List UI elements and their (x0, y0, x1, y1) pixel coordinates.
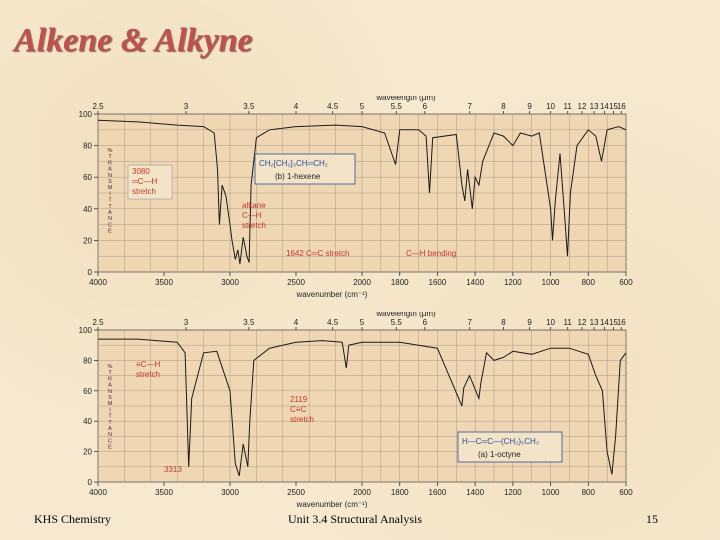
hexene-annotation-text: ═C—H (132, 177, 158, 186)
hexene-y-axis-label-char: C (108, 222, 112, 229)
octyne-annotation-text: stretch (290, 415, 315, 424)
octyne-x-tick-label: 1800 (390, 488, 409, 497)
hexene-y-axis-label-char: E (108, 228, 112, 235)
octyne-x-tick-label: 1200 (503, 488, 522, 497)
hexene-x-tick-label: 2000 (353, 278, 371, 287)
hexene-y-tick-label: 20 (83, 236, 92, 246)
hexene-top-tick-label: 4.5 (327, 102, 339, 111)
hexene-x-tick-label: 600 (619, 278, 633, 287)
octyne-y-axis-label-char: N (108, 432, 112, 439)
hexene-top-tick-label: 3.5 (243, 102, 255, 111)
hexene-y-tick-label: 60 (83, 173, 92, 183)
octyne-top-tick-label: 14 (599, 318, 609, 327)
octyne-x-tick-label: 3500 (155, 488, 173, 497)
octyne-x-tick-label: 600 (619, 488, 633, 497)
octyne-top-tick-label: 2.5 (92, 318, 104, 327)
hexene-x-tick-label: 3500 (155, 278, 173, 287)
octyne-annotation-text: ≡C—H (136, 360, 161, 369)
hexene-y-axis-label-char: A (108, 166, 112, 173)
ir-spectrum-1-hexene (0, 96, 720, 308)
footer-unit: Unit 3.4 Structural Analysis (288, 512, 422, 526)
hexene-x-tick-label: 1800 (390, 278, 409, 287)
octyne-x-tick-label: 1600 (428, 488, 447, 497)
hexene-top-tick-label: 6 (422, 102, 428, 111)
hexene-y-axis-label-char: T (108, 154, 112, 161)
hexene-top-tick-label: 4 (293, 102, 299, 111)
hexene-top-tick-label: 5 (359, 102, 365, 111)
hexene-y-tick-label: 0 (87, 268, 92, 277)
hexene-annotation-text: 3080 (132, 167, 150, 176)
hexene-y-axis-label-char: R (108, 160, 112, 167)
hexene-top-tick-label: 8 (501, 102, 506, 111)
hexene-y-axis-label-char: T (108, 197, 112, 204)
octyne-compound-formula: H—C═C—(CH₂)₅CH₃ (462, 437, 540, 446)
octyne-annotation-text: 3313 (164, 465, 182, 474)
hexene-top-tick-label: 14 (599, 102, 609, 111)
octyne-compound-name: (a) 1-octyne (478, 450, 521, 459)
octyne-top-axis-label: wavelength (μm) (376, 312, 436, 318)
octyne-y-axis-label-char: A (108, 382, 112, 389)
footer-course: KHS Chemistry (34, 512, 112, 526)
octyne-y-axis-label-char: C (108, 438, 112, 445)
octyne-top-tick-label: 4.5 (327, 318, 339, 327)
octyne-top-tick-label: 4 (293, 318, 299, 327)
octyne-annotation-text: 2119 (290, 395, 308, 404)
octyne-y-tick-label: 100 (78, 326, 92, 335)
hexene-top-tick-label: 9 (527, 102, 532, 111)
octyne-top-tick-label: 16 (616, 318, 626, 327)
octyne-y-axis-label-char: E (108, 444, 112, 451)
hexene-top-tick-label: 11 (563, 102, 572, 111)
octyne-x-tick-label: 1400 (466, 488, 485, 497)
hexene-top-tick-label: 3 (183, 102, 189, 111)
hexene-y-axis-label-char: M (107, 185, 113, 192)
octyne-y-tick-label: 40 (83, 417, 92, 427)
octyne-top-tick-label: 3 (183, 318, 189, 327)
octyne-top-tick-label: 7 (467, 318, 472, 327)
octyne-top-tick-label: 9 (527, 318, 532, 327)
octyne-annotation-text: stretch (136, 370, 161, 379)
hexene-x-tick-label: 1600 (428, 278, 447, 287)
hexene-top-axis-label: wavelength (μm) (376, 96, 436, 102)
hexene-compound-name: (b) 1-hexene (275, 172, 321, 181)
octyne-y-axis-label-char: % (107, 364, 113, 370)
slide-title: Alkene & Alkyne (14, 22, 253, 59)
hexene-annotation-text: alkane (242, 201, 266, 210)
octyne-y-axis-label-char: M (107, 401, 113, 408)
octyne-y-axis-label-char: T (108, 370, 112, 377)
octyne-y-tick-label: 80 (83, 356, 92, 366)
octyne-x-axis-label: wavenumber (cm⁻¹) (296, 500, 368, 508)
octyne-x-tick-label: 2000 (353, 488, 371, 497)
octyne-top-tick-label: 13 (589, 318, 599, 327)
hexene-annotation-text: C—H bending (406, 249, 457, 258)
hexene-x-tick-label: 800 (581, 278, 595, 287)
hexene-top-tick-label: 15 (608, 102, 618, 111)
page-number: 15 (646, 512, 658, 526)
octyne-y-axis-label-char: S (108, 395, 112, 401)
octyne-y-axis-label-char: N (108, 388, 112, 395)
octyne-y-axis-label-char: A (108, 426, 112, 432)
hexene-x-axis-label: wavenumber (cm⁻¹) (296, 290, 368, 299)
hexene-compound-formula: CH₂[CH₂]₃CH═CH₂ (259, 159, 328, 168)
hexene-annotation-text: stretch (132, 187, 157, 196)
octyne-top-tick-label: 5 (359, 318, 365, 327)
hexene-y-axis-label-char: I (109, 191, 111, 198)
hexene-x-tick-label: 1400 (466, 278, 485, 287)
octyne-top-tick-label: 5.5 (390, 318, 402, 327)
octyne-x-tick-label: 2500 (287, 488, 305, 497)
octyne-x-tick-label: 4000 (89, 488, 107, 497)
octyne-top-tick-label: 10 (546, 318, 556, 327)
hexene-annotation-text: 1642 C═C stretch (286, 249, 350, 258)
hexene-annotation-text: C—H (242, 211, 262, 220)
octyne-y-axis-label-char: T (108, 419, 112, 426)
octyne-top-tick-label: 12 (577, 318, 587, 327)
octyne-top-tick-label: 8 (501, 318, 506, 327)
hexene-y-tick-label: 40 (83, 204, 92, 214)
octyne-top-tick-label: 15 (608, 318, 618, 327)
octyne-top-tick-label: 3.5 (243, 318, 255, 327)
octyne-x-tick-label: 800 (581, 488, 595, 497)
hexene-annotation-text: stretch (242, 221, 267, 230)
hexene-y-axis-label-char: % (107, 148, 113, 154)
hexene-y-tick-label: 100 (78, 110, 92, 119)
hexene-x-tick-label: 1000 (541, 278, 560, 287)
hexene-top-tick-label: 10 (546, 102, 556, 111)
hexene-top-tick-label: 12 (577, 102, 587, 111)
hexene-y-axis-label-char: N (108, 172, 112, 179)
hexene-y-tick-label: 80 (83, 141, 92, 151)
octyne-top-tick-label: 11 (563, 318, 572, 327)
octyne-y-axis-label-char: I (109, 407, 111, 414)
hexene-y-axis-label-char: A (108, 210, 112, 216)
octyne-y-tick-label: 60 (83, 386, 92, 396)
hexene-x-tick-label: 4000 (89, 278, 107, 287)
octyne-annotation-text: C≡C (290, 405, 307, 414)
octyne-y-tick-label: 20 (83, 447, 92, 457)
hexene-top-tick-label: 13 (589, 102, 599, 111)
hexene-y-axis-label-char: T (108, 203, 112, 210)
hexene-top-tick-label: 7 (467, 102, 472, 111)
ir-spectrum-1-octyne (0, 312, 720, 508)
octyne-y-axis-label-char: R (108, 376, 112, 383)
hexene-x-tick-label: 1200 (503, 278, 522, 287)
hexene-x-tick-label: 2500 (287, 278, 305, 287)
hexene-y-axis-label-char: N (108, 216, 112, 223)
hexene-top-tick-label: 16 (616, 102, 626, 111)
hexene-top-tick-label: 2.5 (92, 102, 104, 111)
hexene-y-axis-label-char: S (108, 179, 112, 185)
hexene-top-tick-label: 5.5 (390, 102, 402, 111)
octyne-y-axis-label-char: T (108, 413, 112, 420)
octyne-top-tick-label: 6 (422, 318, 428, 327)
octyne-x-tick-label: 1000 (541, 488, 560, 497)
octyne-y-tick-label: 0 (87, 478, 92, 487)
octyne-x-tick-label: 3000 (221, 488, 239, 497)
hexene-x-tick-label: 3000 (221, 278, 239, 287)
